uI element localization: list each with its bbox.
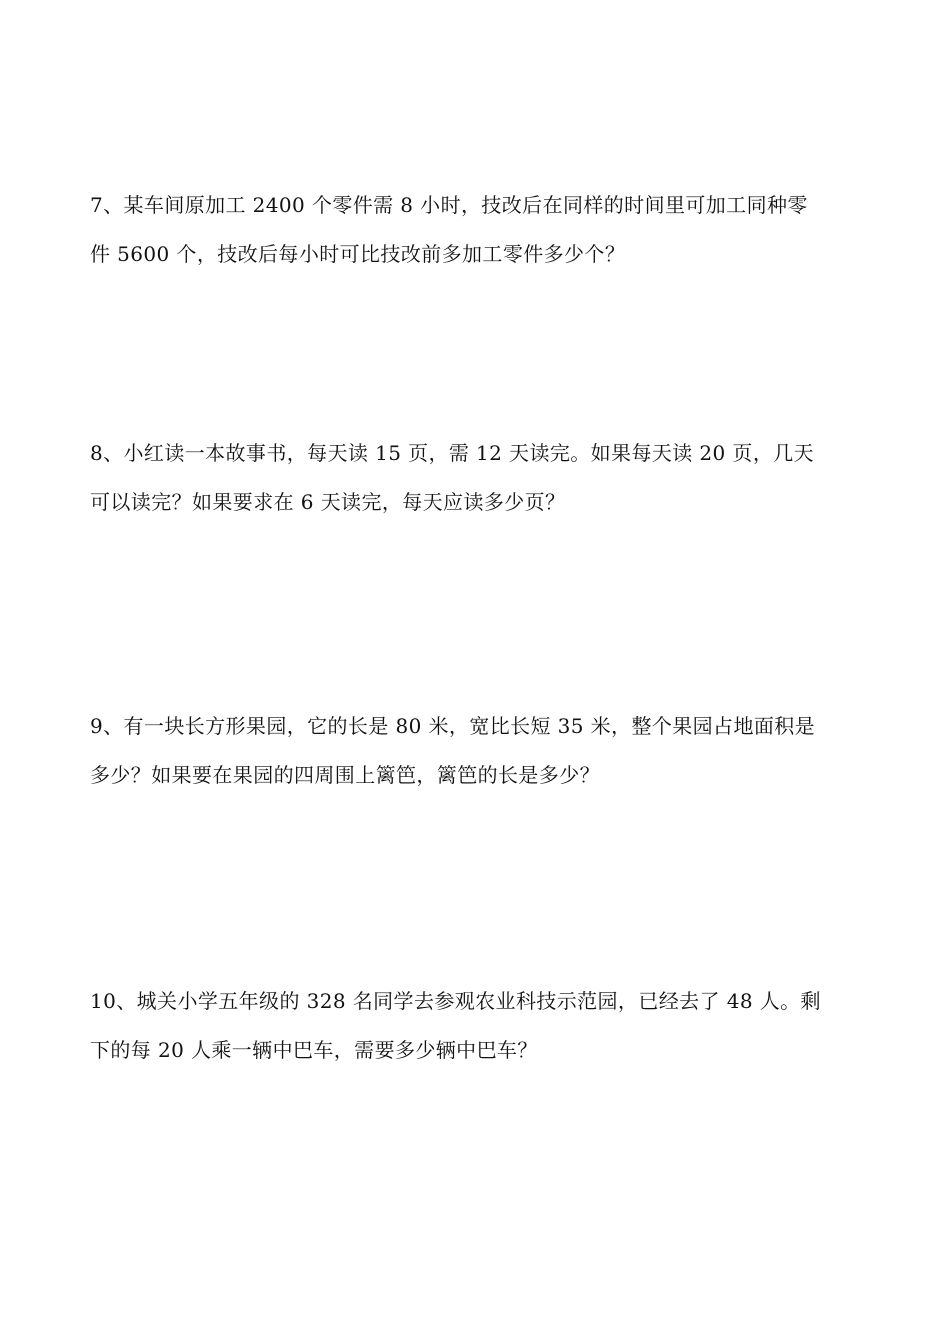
problem-7-line-2: 件 5600 个，技改后每小时可比技改前多加工零件多少个？ [90, 242, 626, 266]
problem-10-line-2: 下的每 20 人乘一辆中巴车，需要多少辆中巴车？ [90, 1038, 538, 1062]
problem-7-line-1: 7、某车间原加工 2400 个零件需 8 小时，技改后在同样的时间里可加工同种零 [90, 193, 808, 217]
problem-8 [90, 429, 870, 527]
problem-9-line-2: 多少？如果要在果园的四周围上篱笆，篱笆的长是多少？ [90, 763, 600, 787]
problem-8-line-2: 可以读完？如果要求在 6 天读完，每天应读多少页？ [90, 490, 566, 514]
problem-10 [90, 977, 870, 1075]
problem-9 [90, 702, 870, 800]
problem-10-line-1: 10、城关小学五年级的 328 名同学去参观农业科技示范园，已经去了 48 人。剩 [90, 989, 821, 1013]
problem-7 [90, 181, 870, 279]
problem-8-line-1: 8、小红读一本故事书，每天读 15 页，需 12 天读完。如果每天读 20 页，几天 [90, 441, 815, 465]
problem-9-line-1: 9、有一块长方形果园，它的长是 80 米，宽比长短 35 米，整个果园占地面积是 [90, 714, 816, 738]
